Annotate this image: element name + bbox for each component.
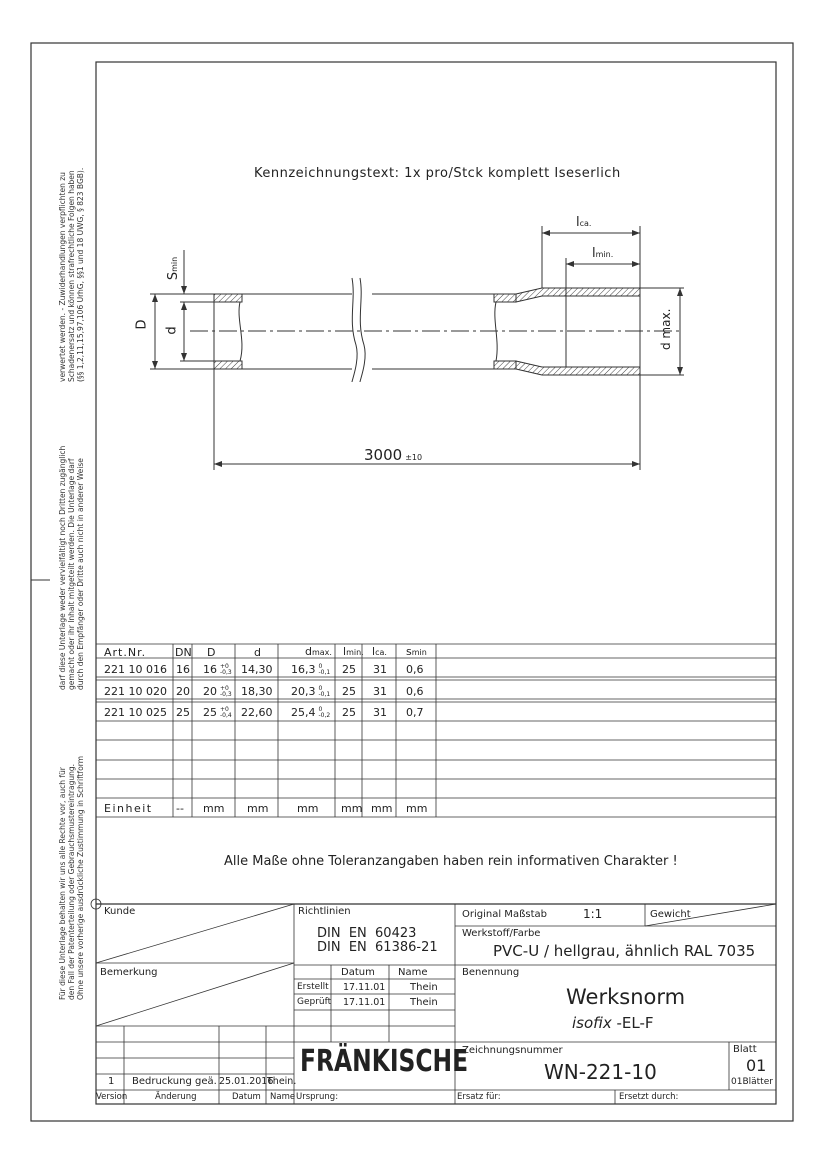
werkstoff-label: Werkstoff/Farbe <box>462 928 541 939</box>
row1-dn: 16 <box>176 663 190 676</box>
length-dimension: 3000 ±10 <box>364 446 423 464</box>
row3-lca: 31 <box>373 706 387 719</box>
unit-lmin: mm <box>341 802 363 815</box>
unit-dmax: mm <box>297 802 319 815</box>
ursprung-label: Ursprung: <box>296 1092 339 1102</box>
zeichnungsnummer-label: Zeichnungsnummer <box>462 1045 563 1056</box>
parts-table-grid <box>96 644 776 817</box>
row3-D: 25 +0 -0,4 <box>203 706 232 719</box>
rev-datum: 25.01.2016 <box>219 1076 274 1087</box>
unit-dn: -- <box>176 802 184 815</box>
label-inner-diameter: d <box>164 326 180 335</box>
row1-lmin: 25 <box>342 663 356 676</box>
document-subtitle: isofix -EL-F <box>572 1014 654 1032</box>
header-D: D <box>207 646 216 659</box>
row1-dmax: 16,3 0 -0,1 <box>291 663 331 676</box>
kunde-label: Kunde <box>104 906 136 917</box>
row1-smin: 0,6 <box>406 663 424 676</box>
geprueft-date: 17.11.01 <box>343 997 386 1008</box>
row2-dmax: 20,3 0 -0,1 <box>291 685 331 698</box>
din-norm-2: DIN EN 61386-21 <box>317 940 438 955</box>
label-outer-diameter: D <box>134 319 150 330</box>
row1-lca: 31 <box>373 663 387 676</box>
unit-lca: mm <box>371 802 393 815</box>
erstellt-name: Thein <box>410 982 438 993</box>
row3-lmin: 25 <box>342 706 356 719</box>
row3-d: 22,60 <box>241 706 273 719</box>
label-d-max: d max. <box>659 308 673 350</box>
arrowheads <box>152 230 683 467</box>
original-massstab-label: Original Maßstab <box>462 909 547 920</box>
col-datum: Datum <box>232 1092 261 1102</box>
header-d: d <box>254 646 261 659</box>
document-title: Werksnorm <box>566 985 686 1009</box>
rev-aenderung: Bedruckung geä. <box>132 1076 217 1087</box>
unit-smin: mm <box>406 802 428 815</box>
ersatz-fuer-label: Ersatz für: <box>457 1092 501 1102</box>
row2-lmin: 25 <box>342 685 356 698</box>
werkstoff-value: PVC-U / hellgrau, ähnlich RAL 7035 <box>493 942 756 960</box>
unit-label: Einheit <box>104 802 153 815</box>
rev-version: 1 <box>108 1076 115 1087</box>
row3-dn: 25 <box>176 706 190 719</box>
legal-note-middle: darf diese Unterlage weder vervielfältigt noch Dritten zugänglich gemacht oder ihr Inhalt mitgeteilt werden. Die Unterlage darf durch den Empfänger oder Dritte auch nicht in anderer Weise <box>58 445 85 690</box>
rev-name: Thein. <box>267 1076 297 1087</box>
col-aenderung: Änderung <box>155 1092 197 1102</box>
header-dmax: dmax. <box>305 645 332 658</box>
datum-header: Datum <box>341 967 375 978</box>
row3-dmax: 25,4 0 -0,2 <box>291 706 331 719</box>
header-art-nr: Art.Nr. <box>104 646 147 659</box>
header-lmin: lmin. <box>343 645 364 658</box>
row2-d: 18,30 <box>241 685 273 698</box>
erstellt-label: Erstellt <box>297 982 329 992</box>
row3-smin: 0,7 <box>406 706 424 719</box>
blatt-number: 01 <box>746 1056 767 1075</box>
unit-D: mm <box>203 802 225 815</box>
pipe-drawing <box>150 226 684 470</box>
label-l-ca: lca. <box>576 215 592 230</box>
row2-D: 20 +0 -0,3 <box>203 685 232 698</box>
legal-note-top: verwertet werden. - Zuwiderhandlungen verpflichten zu Schadenersatz und können strafrechtliche Folgen haben (§§ 1,2,11,15,97,106 UrhG, §§1 und 18 UWG, § 823 BGB). <box>58 167 85 382</box>
header-lca: lca. <box>372 645 387 658</box>
blaetter-count: 01Blätter <box>731 1077 773 1087</box>
blatt-label: Blatt <box>733 1044 757 1055</box>
row2-dn: 20 <box>176 685 190 698</box>
table-row: 221 10 025 <box>104 706 167 719</box>
name-header: Name <box>398 967 428 978</box>
benennung-label: Benennung <box>462 967 520 978</box>
din-norm-1: DIN EN 60423 <box>317 926 417 941</box>
scale-value: 1:1 <box>583 907 603 921</box>
table-row: 221 10 016 <box>104 663 167 676</box>
geprueft-name: Thein <box>410 997 438 1008</box>
row1-D: 16 +0 -0,3 <box>203 663 232 676</box>
legal-note-bottom: Für diese Unterlage behalten wir uns alle Rechte vor, auch für den Fall der Patenterteilung oder Gebrauchsmustereintragung. Ohne unsere vorherige ausdrückliche Zustimmung in Schriftform <box>58 755 85 1000</box>
header-dn: DN <box>175 646 192 659</box>
label-s-min: Smin <box>166 256 182 281</box>
gewicht-label: Gewicht <box>650 909 691 920</box>
erstellt-date: 17.11.01 <box>343 982 386 993</box>
richtlinien-label: Richtlinien <box>298 906 351 917</box>
row2-lca: 31 <box>373 685 387 698</box>
table-row: 221 10 020 <box>104 685 167 698</box>
drawing-number: WN-221-10 <box>544 1060 657 1084</box>
header-smin: smin <box>406 645 427 658</box>
company-logo: FRÄNKISCHE <box>300 1044 469 1079</box>
col-version: Version <box>96 1092 128 1102</box>
geprueft-label: Geprüft <box>297 997 332 1007</box>
unit-d: mm <box>247 802 269 815</box>
label-l-min: lmin. <box>592 246 614 261</box>
col-name: Name <box>270 1092 296 1102</box>
ersetzt-durch-label: Ersetzt durch: <box>619 1092 679 1102</box>
bemerkung-label: Bemerkung <box>100 967 158 978</box>
row2-smin: 0,6 <box>406 685 424 698</box>
informational-note: Alle Maße ohne Toleranzangaben haben rein informativen Charakter ! <box>224 854 678 869</box>
marking-text: Kennzeichnungstext: 1x pro/Stck komplett Iseserlich <box>254 166 621 181</box>
row1-d: 14,30 <box>241 663 273 676</box>
